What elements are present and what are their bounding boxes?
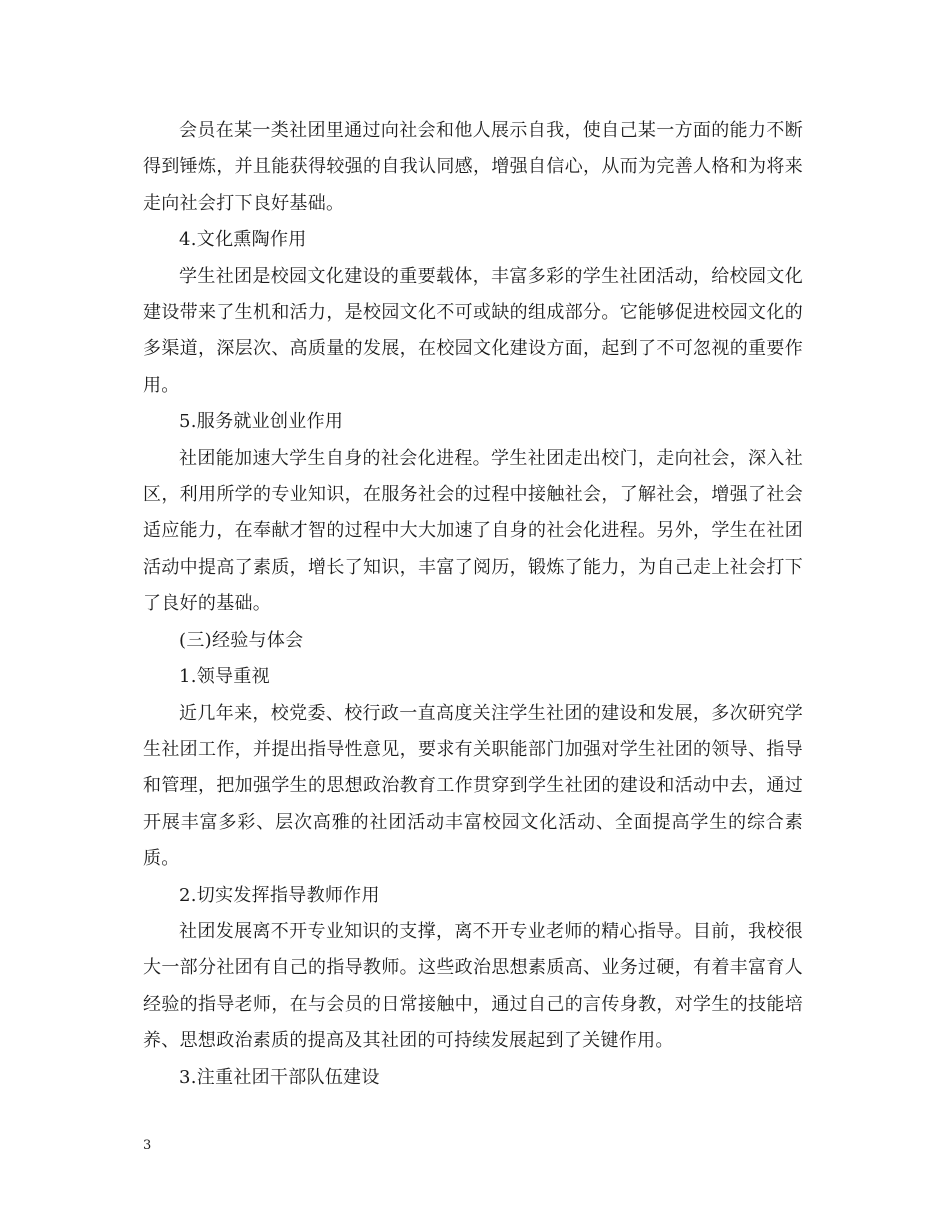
paragraph-campus-culture: 学生社团是校园文化建设的重要载体，丰富多彩的学生社团活动，给校园文化建设带来了生机和活力，是校园文化不可或缺的组成部分。它能够促进校园文化的多渠道，深层次、高质量的发展，在校园文化建设方面，起到了不可忽视的重要作用。 xyxy=(143,265,803,396)
paragraph-leadership: 近几年来，校党委、校行政一直高度关注学生社团的建设和发展，多次研究学生社团工作，并提出指导性意见，要求有关职能部门加强对学生社团的领导、指导和管理，把加强学生的思想政治教育工作贯穿到学生社团的建设和活动中去，通过开展丰富多彩、层次高雅的社团活动丰富校园文化活动、全面提高学生的综合素质。 xyxy=(143,702,803,870)
heading-experience-section: (三)经验与体会 xyxy=(179,629,304,651)
document-body xyxy=(143,113,803,1096)
heading-leadership-attention: 1.领导重视 xyxy=(179,666,270,688)
paragraph-socialization: 社团能加速大学生自身的社会化进程。学生社团走出校门，走向社会，深入社区，利用所学的专业知识，在服务社会的过程中接触社会，了解社会，增强了社会适应能力，在奉献才智的过程中大大加速了自身的社会化进程。另外，学生在社团活动中提高了素质，增长了知识，丰富了阅历，锻炼了能力，为自己走上社会打下了良好的基础。 xyxy=(143,447,803,615)
paragraph-member-growth: 会员在某一类社团里通过向社会和他人展示自我，使自己某一方面的能力不断得到锤炼，并且能获得较强的自我认同感，增强自信心，从而为完善人格和为将来走向社会打下良好基础。 xyxy=(143,120,803,214)
heading-cadre-building: 3.注重社团干部队伍建设 xyxy=(179,1066,380,1088)
paragraph-advisors: 社团发展离不开专业知识的支撑，离不开专业老师的精心指导。目前，我校很大一部分社团有自己的指导教师。这些政治思想素质高、业务过硬，有着丰富育人经验的指导老师，在与会员的日常接触中，通过自己的言传身教，对学生的技能培养、思想政治素质的提高及其社团的可持续发展起到了关键作用。 xyxy=(143,920,803,1052)
heading-advisor-role: 2.切实发挥指导教师作用 xyxy=(179,884,380,906)
page-number: 3 xyxy=(143,1138,152,1153)
heading-cultural-influence: 4.文化熏陶作用 xyxy=(179,229,307,251)
heading-employment-service: 5.服务就业创业作用 xyxy=(179,411,344,433)
